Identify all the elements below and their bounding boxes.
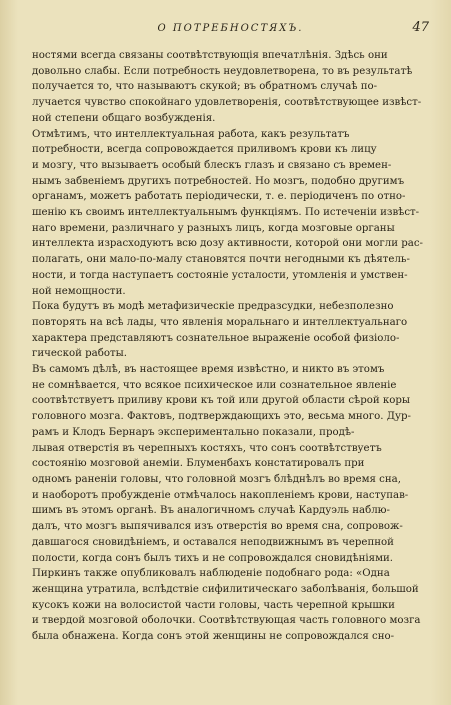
text-line: полости, когда сонъ былъ тихъ и не сопровождался сновидѣніями.	[32, 552, 394, 564]
text-line: довольно слабы. Если потребность неудовлетворена, то въ результатѣ	[32, 65, 413, 77]
page-header	[32, 20, 429, 42]
page-number: 47	[412, 20, 429, 35]
text-line: наго времени, различнаго у разныхъ лицъ, когда мозговые органы	[32, 222, 395, 234]
text-line: Отмѣтимъ, что интеллектуальная работа, какъ результатъ	[32, 128, 350, 140]
text-line: Пиркинъ также опубликовалъ наблюденіе подобнаго рода: «Одна	[32, 568, 390, 580]
text-line: шенію къ своимъ интеллектуальнымъ функціямъ. По истеченіи извѣст-	[32, 207, 420, 219]
paragraph	[32, 362, 429, 645]
text-line: полагать, они мало-по-малу становятся почти негодными къ дѣятель-	[32, 254, 410, 266]
paragraph	[32, 127, 429, 300]
text-line: органамъ, можетъ работать періодически, т. е. періодиченъ по отно-	[32, 191, 406, 203]
paragraph	[32, 299, 429, 362]
text-line: была обнажена. Когда сонъ этой женщины не сопровождался сно-	[32, 631, 395, 643]
text-line: получается то, что называютъ скукой; въ обратномъ случаѣ по-	[32, 81, 378, 93]
text-line: шимъ въ этомъ органѣ. Въ аналогичномъ случаѣ Кардуэль наблю-	[32, 505, 390, 517]
text-line: ной степени общаго возбужденія.	[32, 112, 216, 124]
text-line: и твердой мозговой оболочки. Соотвѣтствующая часть головного мозга	[32, 615, 421, 627]
text-line: давшагося сновидѣніемъ, и оставался неподвижнымъ въ черепной	[32, 536, 394, 548]
text-line: гической работы.	[32, 348, 127, 360]
text-line: далъ, что мозгъ выпячивался изъ отверстія во время сна, сопровож-	[32, 521, 403, 533]
text-line: лучается чувство спокойнаго удовлетворенія, соотвѣтствующее извѣст-	[32, 97, 422, 109]
text-line: головного мозга. Фактовъ, подтверждающихъ это, весьма много. Дур-	[32, 411, 411, 423]
text-line: интеллекта израсходуютъ всю дозу активности, которой они могли рас-	[32, 238, 423, 250]
body-text	[32, 48, 429, 645]
text-line: кусокъ кожи на волосистой части головы, часть черепной крышки	[32, 599, 395, 611]
paragraph	[32, 48, 429, 127]
running-head: О ПОТРЕБНОСТЯХЪ.	[157, 23, 304, 34]
text-line: ностями всегда связаны соотвѣтствующія впечатлѣнія. Здѣсь они	[32, 50, 388, 61]
text-line: одномъ раненіи головы, что головной мозгъ блѣднѣлъ во время сна,	[32, 473, 401, 485]
text-line: не сомнѣвается, что всякое психическое или сознательное явленіе	[32, 379, 397, 391]
text-line: и мозгу, что вызываетъ особый блескъ глазъ и связано съ времен-	[32, 159, 392, 171]
text-line: женщина утратила, вслѣдствіе сифилитическаго заболѣванія, большой	[32, 583, 419, 595]
text-line: нымъ забвеніемъ другихъ потребностей. Но мозгъ, подобно другимъ	[32, 175, 405, 187]
text-line: рамъ и Клодъ Бернаръ экспериментально показали, продѣ-	[32, 426, 355, 438]
text-line: ности, и тогда наступаетъ состояніе усталости, утомленія и умствен-	[32, 269, 408, 281]
text-line: повторять на всѣ лады, что явленія моральнаго и интеллектуальнаго	[32, 316, 408, 328]
text-line: потребности, всегда сопровождается приливомъ крови къ лицу	[32, 144, 377, 156]
text-line: Пока будутъ въ модѣ метафизическіе предразсудки, небезполезно	[32, 301, 394, 313]
text-line: и наоборотъ пробужденіе отмѣчалось накопленіемъ крови, наступав-	[32, 489, 409, 501]
text-line: лывая отверстія въ черепныхъ костяхъ, что сонъ соотвѣтствуетъ	[32, 442, 382, 454]
text-line: ной немощности.	[32, 285, 126, 297]
text-line: Въ самомъ дѣлѣ, въ настоящее время извѣстно, и никто въ этомъ	[32, 364, 385, 376]
text-line: характера представляютъ сознательное выраженіе особой физіоло-	[32, 332, 400, 344]
text-line: соотвѣтствуетъ приливу крови къ той или другой области сѣрой коры	[32, 395, 411, 407]
text-line: состоянію мозговой анеміи. Блуменбахъ констатировалъ при	[32, 458, 365, 470]
